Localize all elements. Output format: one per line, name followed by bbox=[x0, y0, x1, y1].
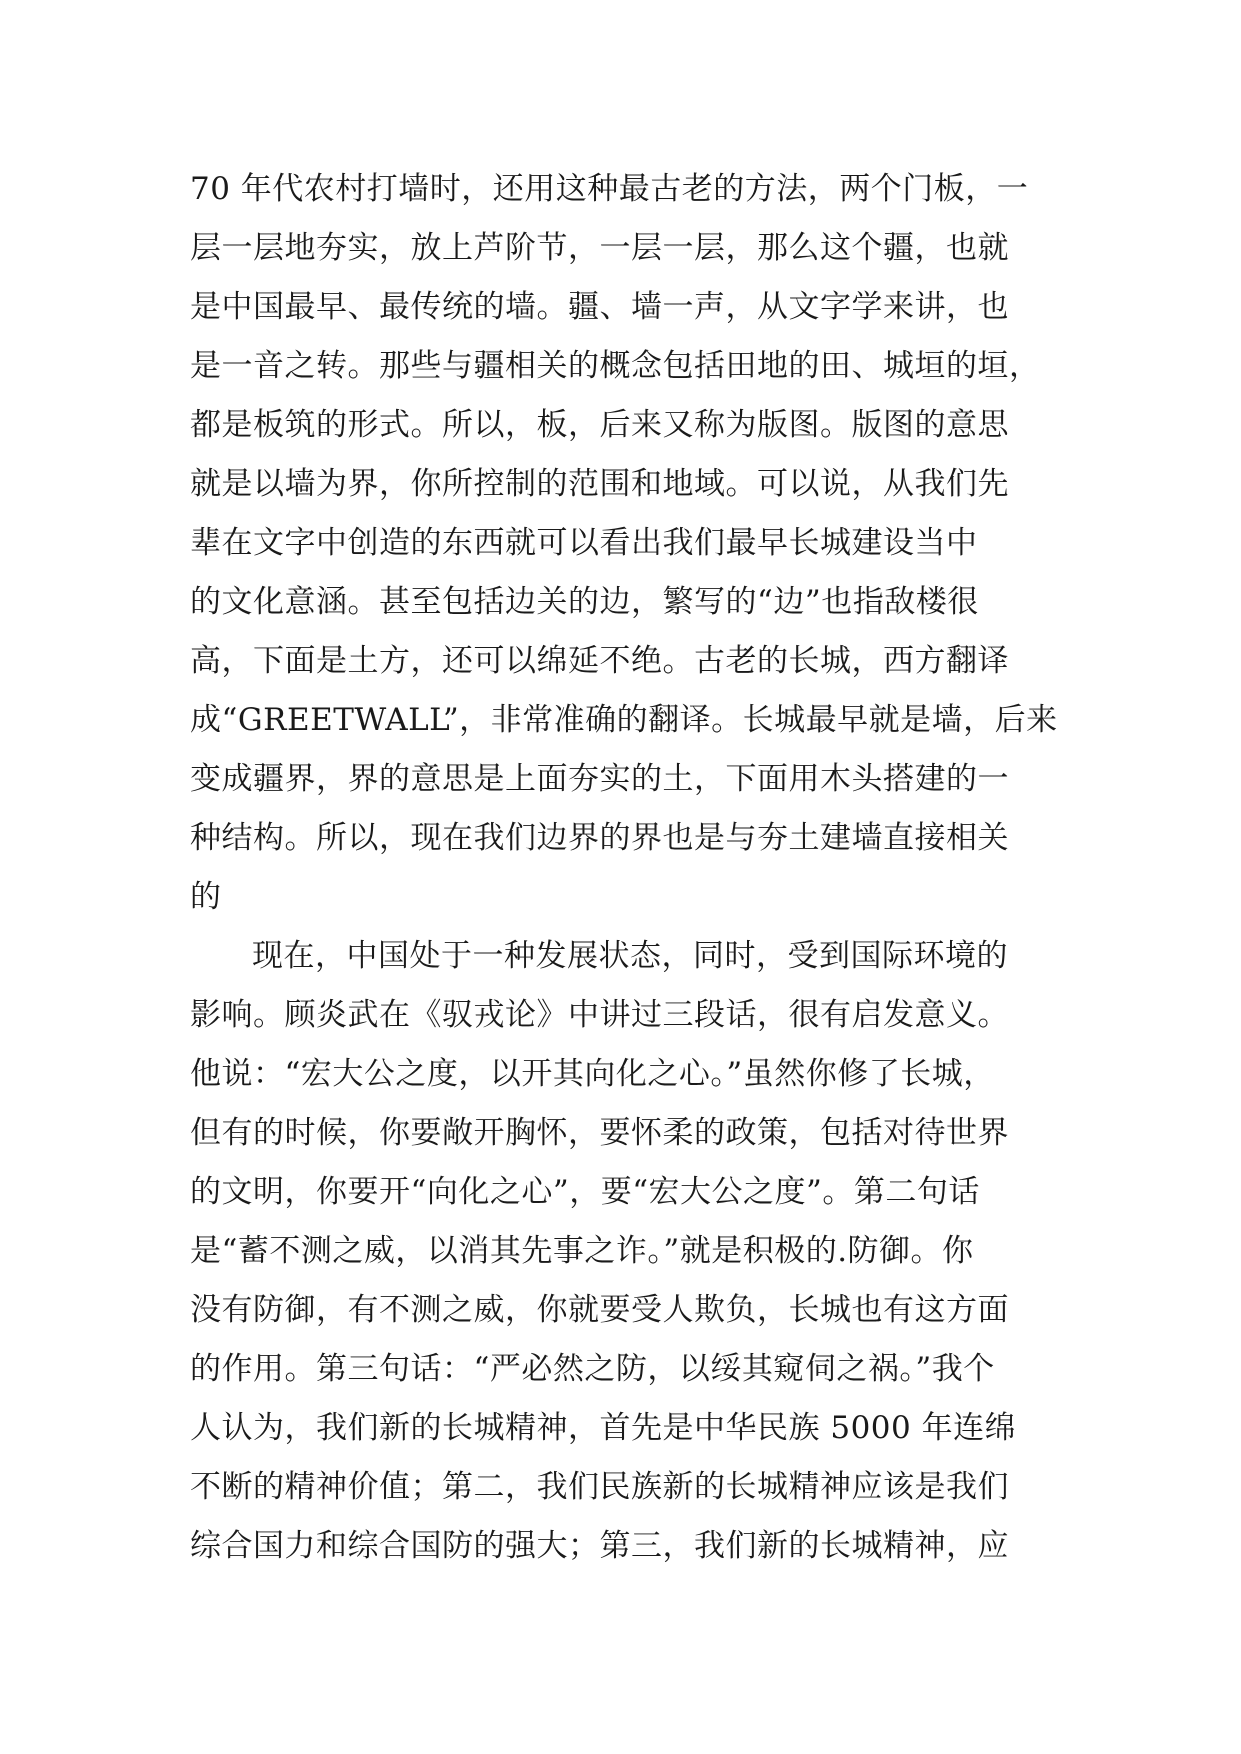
text-line: 是一音之转。那些与疆相关的概念包括田地的田、城垣的垣， bbox=[190, 348, 1041, 384]
text-line: 人认为，我们新的长城精神，首先是中华民族 5000 年连绵 bbox=[190, 1410, 1017, 1446]
text-line: 变成疆界，界的意思是上面夯实的土，下面用木头搭建的一 bbox=[190, 761, 1009, 797]
text-line: 70 年代农村打墙时，还用这种最古老的方法，两个门板，一 bbox=[190, 171, 1029, 207]
text-line: 种结构。所以，现在我们边界的界也是与夯土建墙直接相关 bbox=[190, 820, 1009, 856]
text-line: 的文化意涵。甚至包括边关的边，繁写的“边”也指敌楼很 bbox=[190, 584, 979, 620]
paragraph-1 bbox=[190, 160, 1060, 927]
text-line: 辈在文字中创造的东西就可以看出我们最早长城建设当中 bbox=[190, 525, 978, 561]
text-line: 是“蓄不测之威，以消其先事之诈。”就是积极的.防御。你 bbox=[190, 1233, 974, 1269]
text-line: 但有的时候，你要敞开胸怀，要怀柔的政策，包括对待世界 bbox=[190, 1115, 1009, 1151]
text-line: 不断的精神价值；第二，我们民族新的长城精神应该是我们 bbox=[190, 1469, 1009, 1505]
text-line: 没有防御，有不测之威，你就要受人欺负，长城也有这方面 bbox=[190, 1292, 1009, 1328]
text-line: 是中国最早、最传统的墙。疆、墙一声，从文字学来讲，也 bbox=[190, 289, 1009, 325]
body-text bbox=[190, 160, 1060, 1576]
text-line: 他说：“宏大公之度，以开其向化之心。”虽然你修了长城， bbox=[190, 1056, 995, 1092]
text-line: 层一层地夯实，放上芦阶节，一层一层，那么这个疆，也就 bbox=[190, 230, 1009, 266]
text-line: 的文明，你要开“向化之心”，要“宏大公之度”。第二句话 bbox=[190, 1174, 980, 1210]
text-line: 综合国力和综合国防的强大；第三，我们新的长城精神，应 bbox=[190, 1528, 1009, 1564]
text-line: 高，下面是土方，还可以绵延不绝。古老的长城，西方翻译 bbox=[190, 643, 1009, 679]
text-line: 的 bbox=[190, 879, 222, 915]
text-line: 的作用。第三句话：“严必然之防，以绥其窥伺之祸。”我个 bbox=[190, 1351, 995, 1387]
paragraph-2 bbox=[190, 927, 1060, 1576]
text-line: 就是以墙为界，你所控制的范围和地域。可以说，从我们先 bbox=[190, 466, 1009, 502]
text-line: 都是板筑的形式。所以，板，后来又称为版图。版图的意思 bbox=[190, 407, 1009, 443]
text-line: 影响。顾炎武在《驭戎论》中讲过三段话，很有启发意义。 bbox=[190, 997, 1009, 1033]
text-line: 现在，中国处于一种发展状态，同时，受到国际环境的 bbox=[252, 938, 1008, 974]
text-line: 成“GREETWALL”，非常准确的翻译。长城最早就是墙，后来 bbox=[190, 702, 1058, 738]
